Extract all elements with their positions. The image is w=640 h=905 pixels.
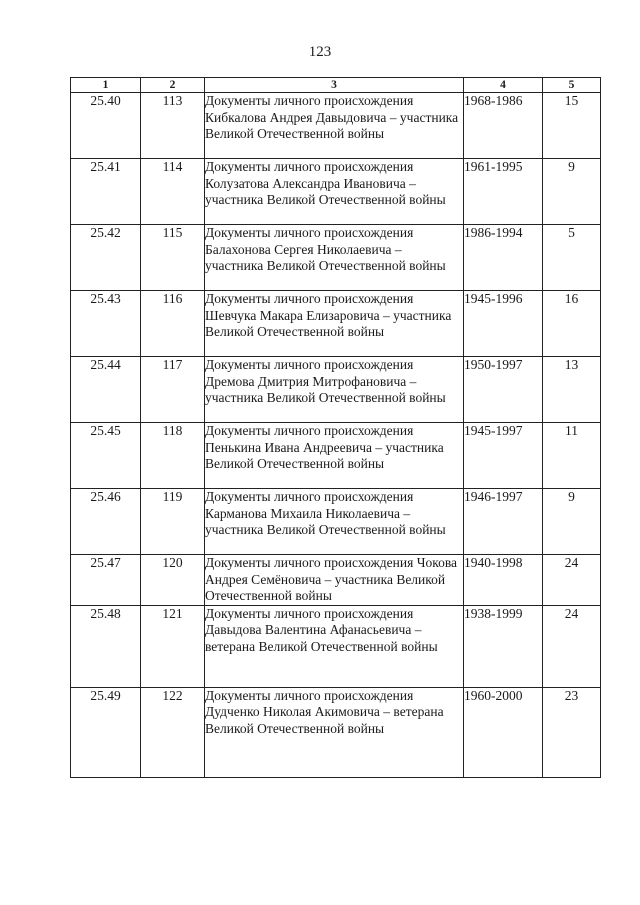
header-row (71, 78, 601, 93)
table-row (71, 291, 601, 357)
cell-years: 1938-1999 (464, 605, 543, 687)
cell-number: 120 (141, 555, 205, 606)
cell-description: Документы личного происхождения Карманова Михаила Николаевича – участника Великой Отечественной войны (205, 489, 464, 555)
cell-description: Документы личного происхождения Давыдова Валентина Афанасьевича – ветерана Великой Отечественной войны (205, 605, 464, 687)
cell-count: 24 (543, 555, 601, 606)
cell-code: 25.48 (71, 605, 141, 687)
cell-count: 11 (543, 423, 601, 489)
cell-years: 1945-1996 (464, 291, 543, 357)
cell-code: 25.42 (71, 225, 141, 291)
cell-count: 15 (543, 93, 601, 159)
cell-years: 1968-1986 (464, 93, 543, 159)
cell-number: 122 (141, 687, 205, 777)
cell-count: 13 (543, 357, 601, 423)
cell-code: 25.40 (71, 93, 141, 159)
cell-number: 114 (141, 159, 205, 225)
cell-number: 121 (141, 605, 205, 687)
cell-number: 117 (141, 357, 205, 423)
cell-description: Документы личного происхождения Пенькина Ивана Андреевича – участника Великой Отечественной войны (205, 423, 464, 489)
header-col-4: 4 (464, 78, 543, 93)
page-number: 123 (308, 44, 332, 60)
cell-count: 24 (543, 605, 601, 687)
cell-years: 1950-1997 (464, 357, 543, 423)
cell-number: 119 (141, 489, 205, 555)
cell-number: 115 (141, 225, 205, 291)
cell-code: 25.46 (71, 489, 141, 555)
cell-code: 25.47 (71, 555, 141, 606)
cell-number: 116 (141, 291, 205, 357)
table-row (71, 555, 601, 606)
cell-code: 25.45 (71, 423, 141, 489)
cell-description: Документы личного происхождения Балахонова Сергея Николаевича – участника Великой Отечественной войны (205, 225, 464, 291)
registry-table (70, 77, 601, 778)
cell-count: 16 (543, 291, 601, 357)
cell-years: 1940-1998 (464, 555, 543, 606)
cell-description: Документы личного происхождения Дремова Дмитрия Митрофановича – участника Великой Отечественной войны (205, 357, 464, 423)
cell-description: Документы личного происхождения Дудченко Николая Акимовича – ветерана Великой Отечественной войны (205, 687, 464, 777)
cell-count: 5 (543, 225, 601, 291)
table-row (71, 489, 601, 555)
cell-number: 113 (141, 93, 205, 159)
cell-years: 1986-1994 (464, 225, 543, 291)
cell-description: Документы личного происхождения Шевчука Макара Елизаровича – участника Великой Отечественной войны (205, 291, 464, 357)
table-row (71, 159, 601, 225)
header-col-5: 5 (543, 78, 601, 93)
cell-code: 25.43 (71, 291, 141, 357)
table-row (71, 357, 601, 423)
table-row (71, 225, 601, 291)
cell-years: 1945-1997 (464, 423, 543, 489)
cell-number: 118 (141, 423, 205, 489)
cell-count: 9 (543, 159, 601, 225)
header-col-2: 2 (141, 78, 205, 93)
table-row (71, 605, 601, 687)
cell-count: 9 (543, 489, 601, 555)
cell-description: Документы личного происхождения Чокова Андрея Семёновича – участника Великой Отечественной войны (205, 555, 464, 606)
cell-count: 23 (543, 687, 601, 777)
table-row (71, 93, 601, 159)
cell-code: 25.49 (71, 687, 141, 777)
cell-years: 1961-1995 (464, 159, 543, 225)
cell-description: Документы личного происхождения Кибкалова Андрея Давыдовича – участника Великой Отечественной войны (205, 93, 464, 159)
header-col-3: 3 (205, 78, 464, 93)
table-row (71, 687, 601, 777)
cell-years: 1946-1997 (464, 489, 543, 555)
cell-years: 1960-2000 (464, 687, 543, 777)
cell-code: 25.41 (71, 159, 141, 225)
cell-description: Документы личного происхождения Колузатова Александра Ивановича – участника Великой Отечественной войны (205, 159, 464, 225)
header-col-1: 1 (71, 78, 141, 93)
table-row (71, 423, 601, 489)
cell-code: 25.44 (71, 357, 141, 423)
